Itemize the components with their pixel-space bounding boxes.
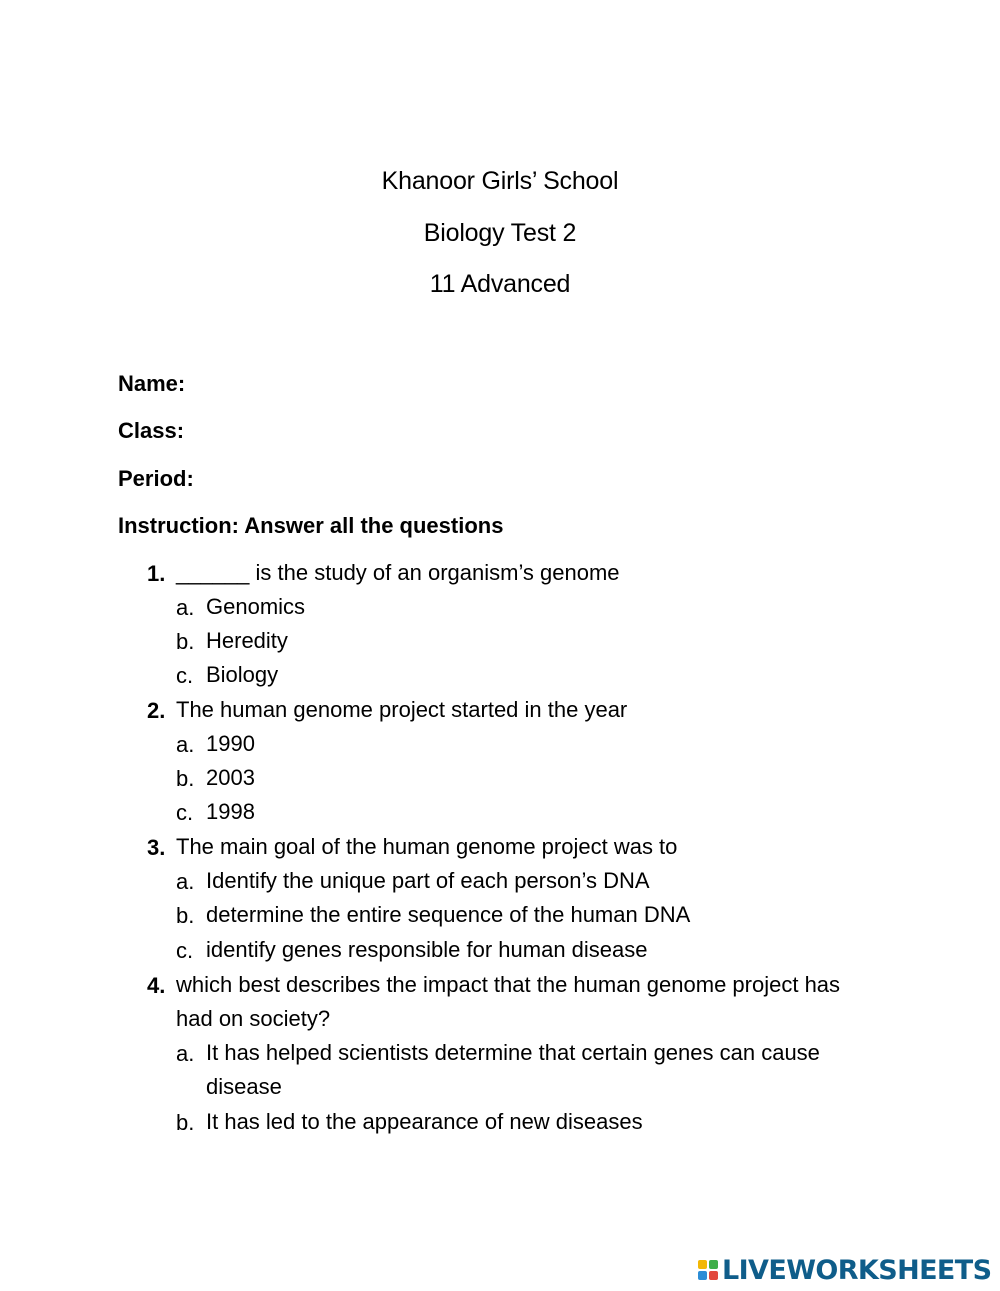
option-text[interactable]: 2003 (206, 765, 255, 790)
question-text: The main goal of the human genome project was to (176, 834, 678, 859)
question-text: which best describes the impact that the human genome project has had on society? (176, 972, 841, 1031)
question-text: The human genome project started in the year (176, 697, 628, 722)
question-text: ______ is the study of an organism’s genome (176, 560, 620, 585)
option-text[interactable]: determine the entire sequence of the human DNA (206, 902, 691, 927)
option-letter: a. (176, 869, 195, 894)
option-letter: a. (176, 1041, 195, 1066)
liveworksheets-logo-icon (698, 1260, 718, 1280)
option-text[interactable]: Biology (206, 662, 279, 687)
option-text[interactable]: It has helped scientists determine that certain genes can cause disease (206, 1040, 820, 1099)
option-letter: c. (176, 800, 194, 825)
logo-square (698, 1271, 707, 1280)
option-letter: b. (176, 903, 195, 928)
class-label: Class: (118, 418, 185, 443)
option-letter: a. (176, 732, 195, 757)
instruction-text: Instruction: Answer all the questions (118, 513, 504, 538)
question-number: 1. (147, 561, 166, 586)
option-text[interactable]: Genomics (206, 594, 306, 619)
question-number: 4. (147, 973, 166, 998)
school-name: Khanoor Girls’ School (381, 167, 619, 195)
option-letter: b. (176, 1110, 195, 1135)
question-number: 3. (147, 835, 166, 860)
option-text[interactable]: 1998 (206, 799, 255, 824)
option-letter: a. (176, 595, 195, 620)
liveworksheets-logo (698, 1255, 991, 1285)
logo-square (709, 1271, 718, 1280)
liveworksheets-wordmark: LIVEWORKSHEETS (722, 1254, 992, 1286)
question-number: 2. (147, 698, 166, 723)
option-text[interactable]: 1990 (206, 731, 255, 756)
name-label: Name: (118, 371, 186, 396)
option-text[interactable]: identify genes responsible for human disease (206, 937, 648, 962)
period-label: Period: (118, 466, 194, 491)
option-letter: c. (176, 938, 194, 963)
option-letter: c. (176, 663, 194, 688)
option-text[interactable]: Identify the unique part of each person’s DNA (206, 868, 650, 893)
option-letter: b. (176, 629, 195, 654)
logo-square (709, 1260, 718, 1269)
option-letter: b. (176, 766, 195, 791)
logo-square (698, 1260, 707, 1269)
option-text[interactable]: Heredity (206, 628, 288, 653)
grade-level: 11 Advanced (429, 270, 571, 298)
option-text[interactable]: It has led to the appearance of new diseases (206, 1109, 643, 1134)
test-title: Biology Test 2 (423, 219, 577, 247)
